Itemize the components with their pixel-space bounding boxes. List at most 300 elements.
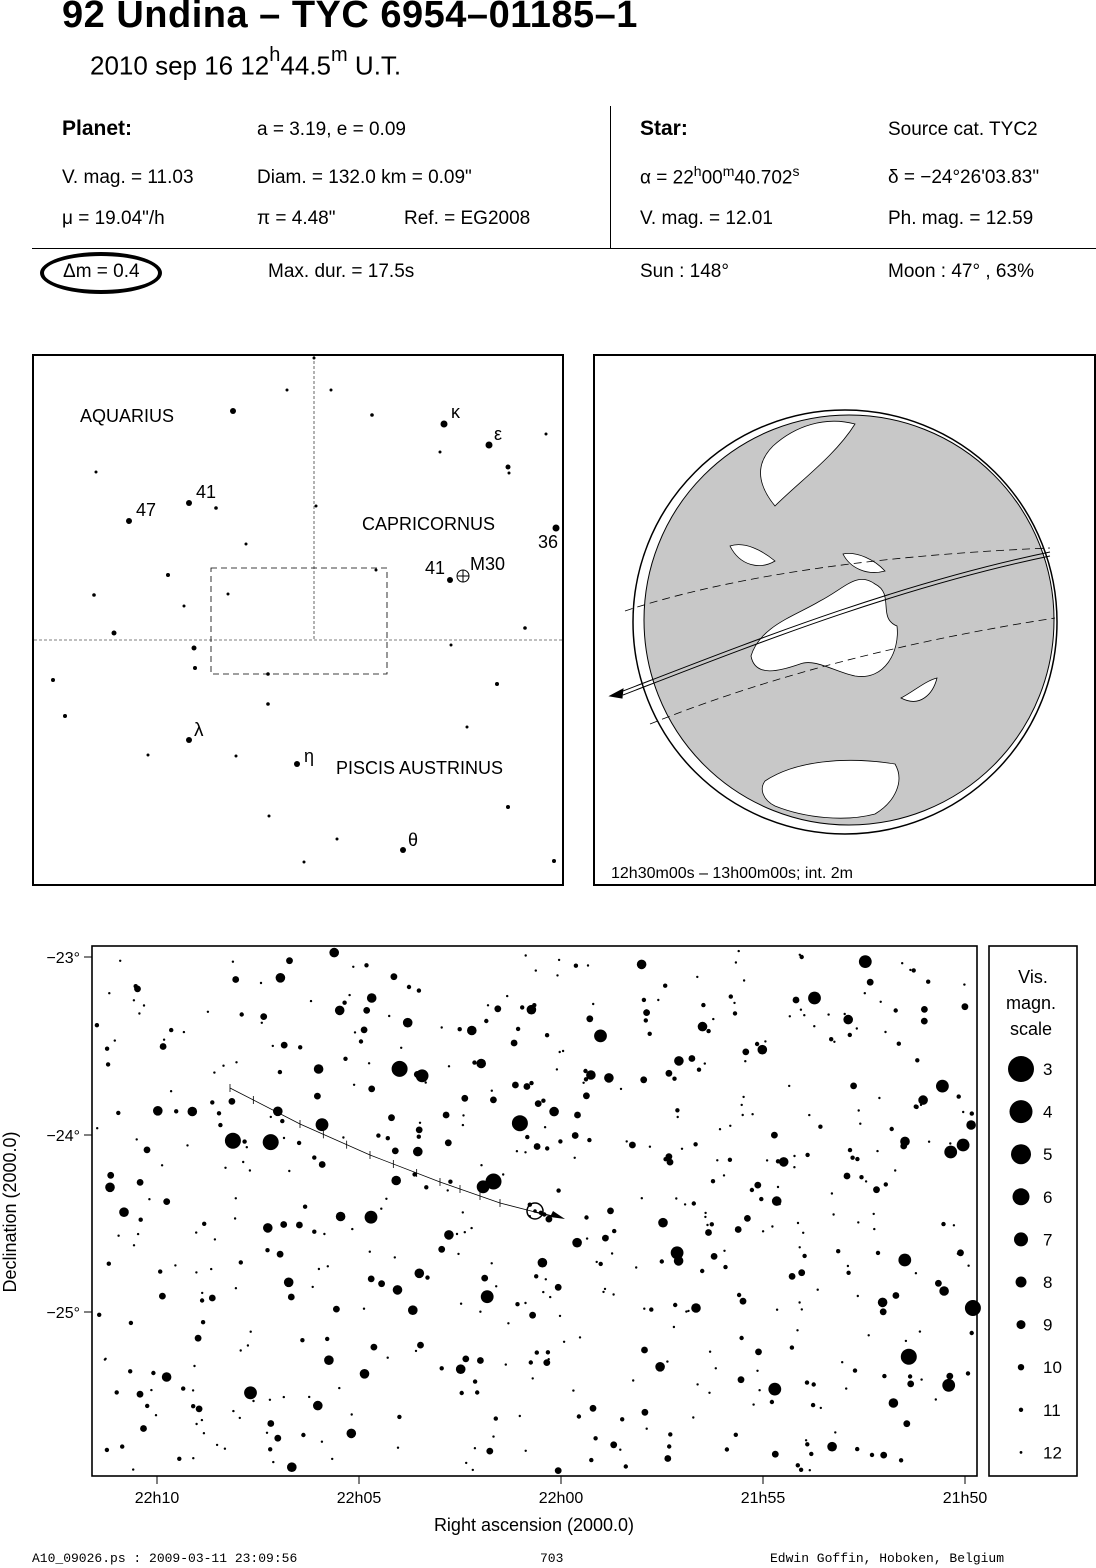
footer-file: A10_09026.ps : 2009-03-11 23:09:56: [32, 1551, 298, 1566]
field-star: [97, 1313, 101, 1317]
field-star: [744, 1215, 751, 1222]
field-star: [284, 1278, 294, 1288]
field-star: [712, 1018, 714, 1020]
field-star: [134, 986, 141, 993]
field-star: [846, 1271, 850, 1275]
x-axis-label: Right ascension (2000.0): [433, 1515, 635, 1535]
field-star: [283, 1396, 285, 1398]
field-star: [546, 1350, 550, 1354]
field-star: [310, 1000, 312, 1002]
legend-title-line3: scale: [1009, 1019, 1053, 1039]
field-star: [642, 998, 646, 1002]
field-star: [476, 1059, 486, 1069]
field-star: [467, 1026, 477, 1036]
ra-seconds: 40.702: [734, 167, 793, 189]
field-star: [286, 957, 293, 964]
field-star: [859, 955, 872, 968]
legend-star-symbol: [1013, 1188, 1030, 1205]
field-star: [798, 1301, 800, 1303]
field-star: [586, 1070, 596, 1080]
field-star: [391, 973, 398, 980]
field-star: [183, 1031, 185, 1033]
field-star: [850, 1156, 854, 1160]
field-star: [556, 1188, 560, 1192]
planet-heading: Planet:: [62, 117, 133, 140]
field-star: [737, 1293, 741, 1297]
field-star: [314, 1064, 324, 1074]
field-star: [95, 1023, 99, 1027]
field-star: [424, 1185, 428, 1189]
field-star: [516, 1150, 518, 1152]
field-star: [593, 1436, 597, 1440]
field-star: [462, 1211, 464, 1213]
field-star: [490, 1097, 497, 1104]
field-star: [456, 1233, 458, 1235]
field-star: [629, 1142, 636, 1149]
field-star: [487, 1004, 489, 1006]
field-star: [448, 1065, 450, 1067]
field-star: [351, 1413, 353, 1415]
field-star: [801, 1308, 803, 1310]
field-star: [129, 1321, 133, 1325]
field-star: [643, 1308, 645, 1310]
field-star: [574, 964, 578, 968]
field-star: [261, 1022, 263, 1024]
planet-orbit: a = 3.19, e = 0.09: [257, 119, 406, 140]
field-star: [481, 1290, 494, 1303]
finder-star: [92, 593, 96, 597]
field-star: [400, 1047, 402, 1049]
field-star: [770, 1400, 774, 1404]
finder-star: [336, 838, 339, 841]
field-star: [813, 1025, 815, 1027]
field-star: [331, 1458, 333, 1460]
field-star: [827, 1442, 837, 1452]
field-star: [799, 1468, 803, 1472]
star-chart: [0, 920, 1096, 1540]
field-star: [137, 1391, 144, 1398]
field-star: [926, 980, 930, 984]
field-star: [556, 974, 558, 976]
field-star: [301, 1433, 305, 1437]
field-star: [392, 1148, 399, 1155]
field-star: [738, 950, 740, 952]
field-star: [880, 1452, 887, 1459]
finder-star: [545, 433, 548, 436]
field-star: [195, 1231, 197, 1233]
field-star: [240, 1349, 242, 1351]
field-star: [308, 1396, 310, 1398]
field-star: [235, 1061, 237, 1063]
field-star: [145, 1404, 149, 1408]
field-star: [133, 999, 135, 1001]
field-star: [604, 1288, 606, 1290]
field-star: [512, 1082, 519, 1089]
field-star: [845, 1387, 847, 1389]
field-star: [632, 1379, 634, 1381]
field-star: [532, 1377, 534, 1379]
field-star: [486, 1448, 493, 1455]
info-divider: [610, 106, 611, 248]
field-star: [865, 1180, 867, 1182]
x-tick-label: 21h50: [942, 1490, 988, 1507]
m30-cluster: [457, 570, 469, 582]
field-star: [673, 1303, 677, 1307]
field-star: [873, 1186, 880, 1193]
field-star: [232, 976, 239, 983]
field-star: [269, 1399, 271, 1401]
field-star: [789, 1273, 796, 1280]
finder-star: [523, 626, 527, 630]
field-star: [684, 1203, 686, 1205]
field-star: [491, 1090, 493, 1092]
field-star: [612, 1229, 616, 1233]
field-star: [711, 1253, 718, 1260]
field-star: [153, 1106, 163, 1116]
field-star: [894, 1008, 898, 1012]
star-source: Source cat. TYC2: [888, 119, 1038, 140]
field-star: [515, 1302, 519, 1306]
field-star: [672, 1077, 676, 1081]
legend-magnitude-label: 5: [1043, 1145, 1053, 1165]
legend-magnitude-label: 4: [1043, 1102, 1053, 1122]
field-star: [266, 1432, 268, 1434]
field-star: [425, 1275, 429, 1279]
field-star: [505, 1363, 507, 1365]
field-star: [283, 1137, 285, 1139]
finder-star: [230, 408, 236, 414]
field-star: [829, 1037, 833, 1041]
field-star: [461, 1095, 468, 1102]
label-theta: θ: [408, 830, 419, 850]
finder-star: [166, 573, 170, 577]
field-star: [472, 1060, 476, 1064]
field-star: [689, 1055, 696, 1062]
star-phmag: Ph. mag. = 12.59: [888, 208, 1034, 229]
field-star: [267, 1420, 274, 1427]
field-star: [809, 1469, 811, 1471]
field-star: [140, 1425, 147, 1432]
legend-star-symbol: [1014, 1232, 1028, 1246]
field-star: [359, 1039, 363, 1043]
field-star: [744, 1060, 746, 1062]
legend-magnitude-label: 10: [1043, 1358, 1062, 1378]
field-star: [177, 1457, 181, 1461]
field-star: [777, 1186, 779, 1188]
field-star: [734, 1433, 738, 1437]
minute-value: 44.5: [280, 50, 332, 81]
field-star: [953, 1224, 955, 1226]
field-star: [735, 961, 737, 963]
field-star: [105, 1047, 109, 1051]
field-star: [620, 1417, 624, 1421]
field-star: [805, 1153, 809, 1157]
field-star: [700, 1269, 704, 1273]
field-star: [577, 1414, 581, 1418]
field-star: [698, 1022, 708, 1032]
field-star: [898, 1254, 911, 1267]
planet-motion: μ = 19.04"/h: [62, 208, 165, 229]
field-star: [287, 1462, 297, 1472]
y-axis: [0, 950, 92, 1322]
field-star: [444, 1230, 454, 1240]
field-star: [755, 1349, 762, 1356]
field-star: [347, 1429, 357, 1439]
field-star: [460, 1303, 462, 1305]
delta-magnitude: Δm = 0.4: [63, 261, 140, 282]
field-star: [462, 1114, 464, 1116]
field-star: [674, 1056, 684, 1066]
field-star: [363, 1308, 365, 1310]
field-star: [408, 1305, 418, 1315]
field-star: [779, 1157, 789, 1167]
finder-star: [466, 726, 469, 729]
field-star: [857, 1295, 859, 1297]
finder-star: [400, 847, 406, 853]
ra-s-unit: s: [792, 163, 800, 179]
finder-star: [506, 805, 510, 809]
field-star: [538, 1258, 548, 1268]
field-star: [133, 1244, 135, 1246]
field-star: [847, 1265, 849, 1267]
field-star: [414, 1071, 421, 1078]
finder-star: [192, 646, 197, 651]
field-star: [754, 1182, 761, 1189]
field-star: [666, 1070, 673, 1077]
legend-magnitude-label: 6: [1043, 1187, 1053, 1207]
field-star: [921, 1018, 928, 1025]
field-star: [419, 1122, 421, 1124]
field-star: [584, 1215, 588, 1219]
field-star: [803, 1014, 805, 1016]
field-star: [277, 1251, 284, 1258]
field-star: [202, 1222, 206, 1226]
field-star: [740, 1298, 747, 1305]
field-star: [790, 1345, 794, 1349]
field-star: [542, 1291, 544, 1293]
event-datetime: [90, 44, 402, 82]
field-star: [278, 1070, 282, 1074]
y-axis-label: Declination (2000.0): [0, 1131, 20, 1293]
finder-star: [235, 755, 238, 758]
globe-panel: [593, 354, 1096, 886]
field-star: [416, 1127, 423, 1134]
field-star: [465, 1462, 467, 1464]
info-rule: [32, 248, 1096, 249]
field-star: [391, 1176, 401, 1186]
finder-star: [126, 518, 132, 524]
field-star: [811, 1403, 815, 1407]
field-star: [805, 1439, 807, 1441]
field-star: [137, 1233, 139, 1235]
field-star: [321, 1441, 323, 1443]
field-star: [534, 1274, 538, 1278]
field-star: [244, 1386, 257, 1399]
field-star: [403, 1018, 413, 1028]
field-star: [151, 1371, 155, 1375]
field-star: [214, 1238, 216, 1240]
field-star: [541, 1099, 545, 1103]
field-star: [555, 1467, 562, 1474]
field-star: [793, 1155, 795, 1157]
field-star: [209, 1295, 216, 1302]
field-star: [864, 992, 866, 994]
field-star: [407, 985, 411, 989]
field-star: [229, 1098, 236, 1105]
field-star: [696, 976, 698, 978]
field-star: [288, 1294, 295, 1301]
field-star: [195, 1271, 197, 1273]
label-piscis-austrinus: PISCIS AUSTRINUS: [336, 758, 504, 778]
finder-star: [286, 389, 289, 392]
field-star: [240, 1012, 244, 1016]
field-star: [789, 1015, 791, 1017]
field-star: [905, 1340, 907, 1342]
field-star: [644, 1018, 648, 1022]
field-star: [213, 1071, 215, 1073]
field-star: [376, 1133, 380, 1137]
field-star: [936, 1080, 949, 1093]
field-star: [889, 1398, 899, 1408]
field-star: [556, 1068, 558, 1070]
field-star: [920, 1104, 922, 1106]
field-star: [117, 1235, 119, 1237]
ra-prefix: α = 22: [640, 167, 694, 189]
field-star: [733, 1011, 737, 1015]
finder-chart: [32, 354, 564, 886]
field-star: [798, 1269, 805, 1276]
field-star: [477, 1180, 490, 1193]
field-star: [263, 1223, 273, 1233]
field-star: [138, 1012, 140, 1014]
field-star: [637, 960, 647, 970]
field-star: [535, 969, 537, 971]
field-star: [966, 1120, 976, 1130]
field-star: [723, 1250, 725, 1252]
ra-h-unit: h: [693, 163, 702, 179]
field-star: [855, 1157, 859, 1161]
planet-parallax: π = 4.48": [257, 208, 336, 229]
field-star: [210, 1268, 212, 1270]
field-star: [288, 1170, 290, 1172]
field-star: [771, 1225, 773, 1227]
field-star: [137, 1179, 144, 1186]
field-star: [594, 1030, 607, 1043]
field-star: [239, 1260, 243, 1264]
field-star: [507, 1322, 509, 1324]
field-star: [369, 1251, 371, 1253]
legend-magnitude-label: 12: [1043, 1443, 1062, 1463]
field-star: [392, 1061, 408, 1077]
field-star: [666, 1153, 673, 1160]
star-dec: δ = −24°26'03.83": [888, 167, 1040, 188]
field-star: [543, 1359, 550, 1366]
star-heading: Star:: [640, 117, 688, 140]
field-star: [918, 1095, 928, 1105]
finder-star: [552, 859, 556, 863]
field-star: [316, 1118, 329, 1131]
field-star: [667, 1444, 671, 1448]
field-star: [635, 1266, 637, 1268]
field-star: [559, 1315, 561, 1317]
field-star: [217, 1111, 221, 1115]
field-star: [260, 1013, 267, 1020]
field-star: [914, 1104, 918, 1108]
sun-elongation: Sun : 148°: [640, 261, 729, 282]
field-star: [725, 1447, 729, 1451]
field-star: [844, 1173, 851, 1180]
field-star: [586, 1015, 593, 1022]
finder-star: [313, 357, 316, 360]
legend-title-line2: magn.: [1005, 993, 1057, 1013]
finder-star: [370, 413, 374, 417]
field-star: [397, 1415, 401, 1419]
x-tick-label: 22h10: [134, 1490, 180, 1507]
field-star: [281, 1042, 288, 1049]
field-star: [313, 1401, 323, 1411]
finder-star: [330, 389, 333, 392]
field-star: [850, 1083, 857, 1090]
field-star: [105, 1448, 109, 1452]
field-star: [755, 1042, 759, 1046]
field-star: [525, 954, 527, 956]
field-star: [648, 1032, 652, 1036]
field-star: [764, 1040, 766, 1042]
field-star: [479, 1311, 481, 1313]
field-star: [762, 1230, 764, 1232]
field-star: [158, 1269, 162, 1273]
hour-unit: h: [269, 44, 281, 66]
max-duration: Max. dur. = 17.5s: [268, 261, 415, 282]
field-star: [890, 1127, 894, 1131]
field-star: [386, 1136, 390, 1140]
field-star: [235, 1197, 237, 1199]
field-star: [590, 1405, 597, 1412]
field-star: [966, 1371, 970, 1375]
finder-star: [294, 761, 300, 767]
field-star: [456, 1364, 466, 1374]
field-star: [742, 1114, 744, 1116]
field-star: [809, 1452, 813, 1456]
field-star: [855, 1447, 859, 1451]
field-star: [750, 1188, 754, 1192]
field-star: [447, 1189, 449, 1191]
field-star: [893, 1292, 900, 1299]
field-star: [441, 1026, 443, 1028]
field-star: [841, 1361, 843, 1363]
legend-magnitude-label: 11: [1043, 1400, 1061, 1420]
field-star: [380, 1208, 382, 1210]
field-star: [935, 1398, 937, 1400]
field-star: [525, 1450, 527, 1452]
field-star: [663, 984, 667, 988]
field-star: [475, 1390, 479, 1394]
field-star: [203, 1432, 205, 1434]
legend-star-symbol: [1011, 1144, 1031, 1164]
field-star: [793, 997, 800, 1004]
field-star: [235, 1287, 237, 1289]
field-star: [646, 1428, 648, 1430]
field-star: [558, 1139, 562, 1143]
field-star: [641, 1197, 643, 1199]
field-star: [941, 1222, 945, 1226]
field-star: [201, 1419, 203, 1421]
field-star: [96, 1127, 98, 1129]
field-star: [946, 1373, 953, 1380]
field-star: [216, 1444, 218, 1446]
field-star: [336, 1212, 346, 1222]
date-text: 2010 sep 16 12: [90, 50, 270, 81]
